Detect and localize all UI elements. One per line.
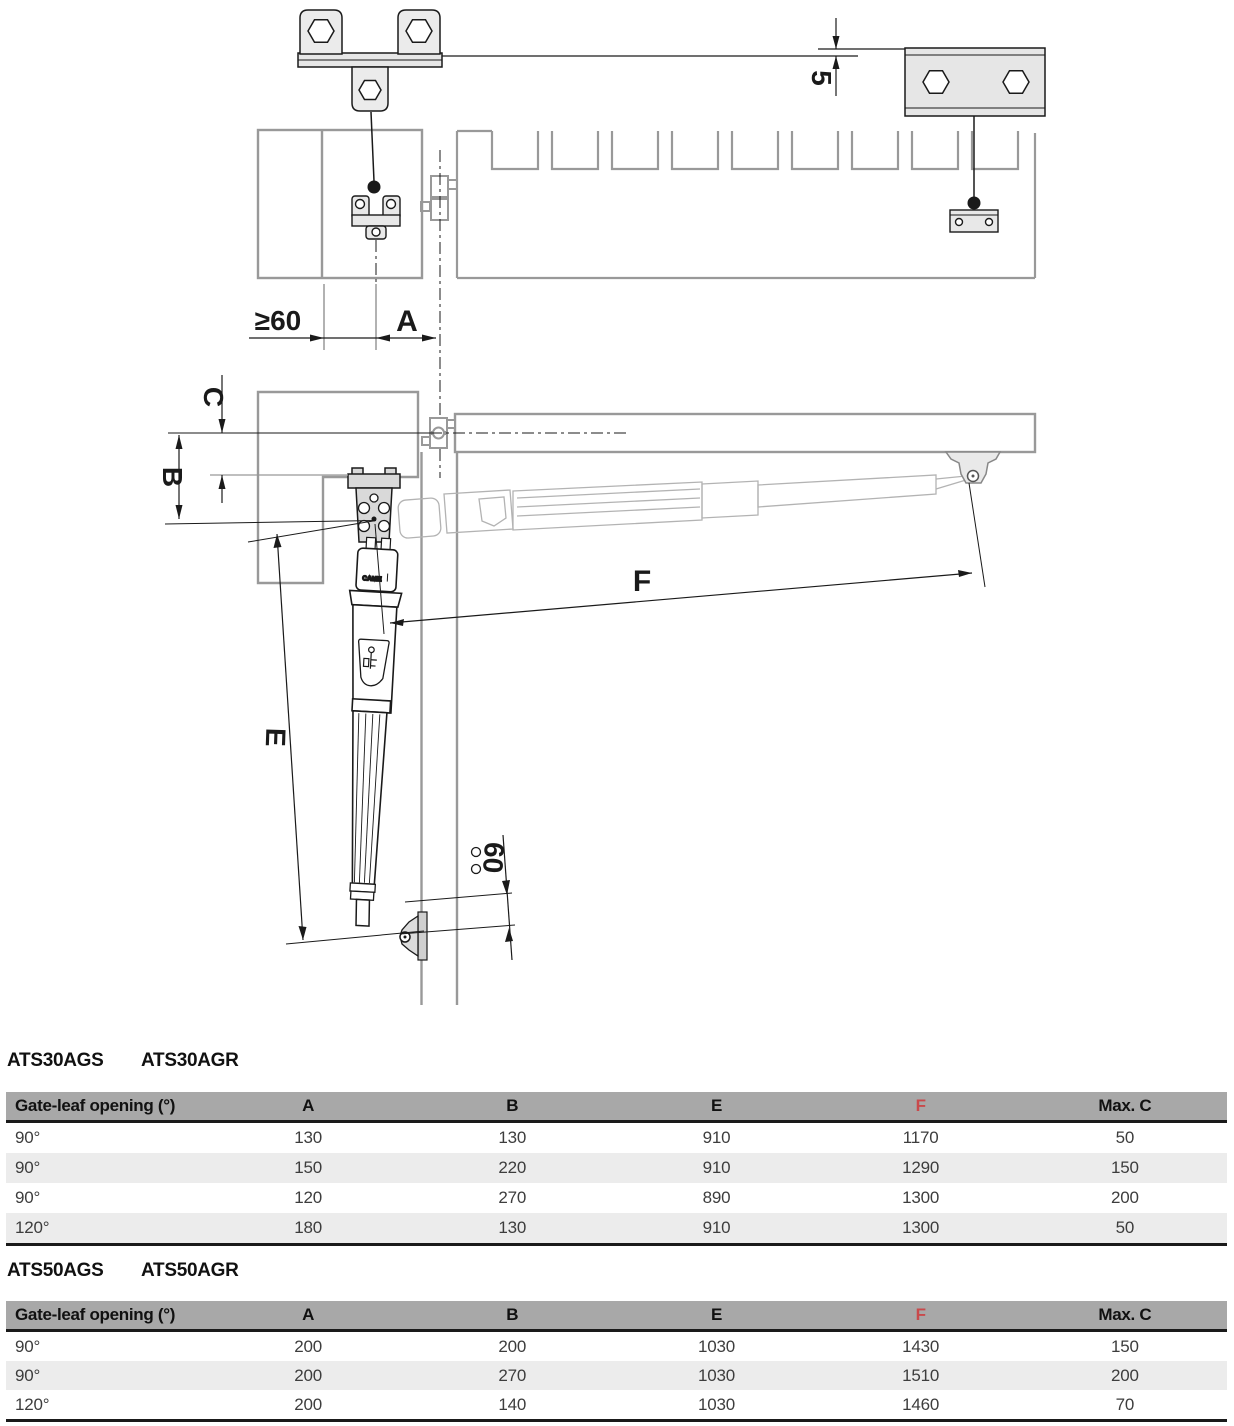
cell: 910	[702, 1128, 731, 1147]
cell: 90°	[15, 1336, 41, 1356]
cell: 270	[498, 1365, 527, 1385]
col-header-opening: Gate-leaf opening (°)	[6, 1301, 206, 1331]
table1-title-right: ATS30AGR	[141, 1050, 239, 1071]
table-row	[6, 1213, 1227, 1245]
col-header-maxc: Max. C	[1023, 1301, 1227, 1331]
label-e: E	[259, 727, 292, 748]
cell: 1300	[902, 1188, 940, 1207]
gate-plate-detail	[905, 48, 1045, 116]
col-header-maxc: Max. C	[1023, 1092, 1227, 1122]
dimension-b	[157, 435, 376, 524]
table-header-row	[6, 1301, 1227, 1331]
cell: 200	[1110, 1365, 1139, 1385]
cell: 1030	[697, 1365, 735, 1385]
dimension-plate-offset	[442, 18, 905, 96]
post-bracket-detail	[298, 10, 442, 111]
gate-bracket-front	[946, 452, 1000, 483]
cell: 50	[1115, 1218, 1135, 1237]
cell: 150	[1110, 1336, 1139, 1356]
post-bracket-plan	[352, 196, 400, 239]
cell: 1460	[902, 1394, 940, 1414]
gate-plate-leader	[968, 116, 981, 210]
actuator-ghost-horizontal	[398, 475, 966, 539]
cell: 130	[498, 1218, 527, 1237]
cell: 220	[498, 1158, 527, 1177]
table1-title-left: ATS30AGS	[7, 1050, 104, 1071]
table-row	[6, 1361, 1227, 1390]
table-row	[6, 1183, 1227, 1213]
cell: 1510	[902, 1365, 940, 1385]
gate-plate-plan	[950, 210, 998, 232]
cell: 50	[1115, 1128, 1135, 1147]
cell: 90°	[15, 1365, 41, 1385]
col-header-f: F	[819, 1092, 1023, 1122]
label-f: F	[632, 565, 652, 598]
post-bracket-leader	[368, 112, 381, 194]
cell: 1430	[902, 1336, 940, 1356]
cell: 90°	[15, 1128, 41, 1147]
cell: 90°	[15, 1158, 41, 1177]
col-header-f: F	[819, 1301, 1023, 1331]
rear-bracket-front	[348, 468, 400, 542]
table-row	[6, 1122, 1227, 1154]
label-plate-offset: 5	[806, 70, 837, 86]
brand-mark: CAME	[362, 575, 382, 584]
label-c: C	[198, 386, 229, 408]
cell: 200	[498, 1336, 527, 1356]
cell: 130	[294, 1128, 322, 1147]
col-header-e: E	[614, 1301, 818, 1331]
cell: 200	[294, 1394, 322, 1414]
label-rod-extension: 60	[476, 841, 511, 875]
cell: 180	[294, 1218, 322, 1237]
cell: 1030	[697, 1336, 735, 1356]
col-header-opening: Gate-leaf opening (°)	[6, 1092, 206, 1122]
col-header-e: E	[614, 1092, 818, 1122]
cell: 140	[498, 1394, 527, 1414]
cell: 150	[294, 1158, 322, 1177]
cell: 120	[294, 1188, 322, 1207]
table2-title-right: ATS50AGR	[141, 1260, 239, 1281]
label-b: B	[157, 466, 188, 488]
cell: 1030	[697, 1394, 735, 1414]
label-min-clearance: ≥60	[254, 305, 302, 336]
col-header-a: A	[206, 1092, 410, 1122]
cell: 270	[498, 1188, 527, 1207]
cell: 910	[702, 1158, 731, 1177]
col-header-b: B	[410, 1301, 614, 1331]
table-row	[6, 1390, 1227, 1421]
cell: 150	[1110, 1158, 1139, 1177]
cell: 200	[1110, 1188, 1139, 1207]
cell: 130	[498, 1128, 527, 1147]
cell: 70	[1115, 1394, 1135, 1414]
cell: 120°	[15, 1394, 50, 1414]
table2-title-left: ATS50AGS	[7, 1260, 104, 1281]
gate-plan-view	[457, 131, 1035, 278]
cell: 1170	[902, 1128, 939, 1147]
table-row	[6, 1153, 1227, 1183]
cell: 890	[702, 1188, 731, 1207]
dimension-clearance-a	[249, 284, 436, 350]
table-ats50	[6, 1301, 1227, 1422]
cell: 910	[702, 1218, 731, 1237]
label-a: A	[396, 305, 418, 338]
table-header-row	[6, 1092, 1227, 1122]
cell: 200	[294, 1365, 322, 1385]
actuator-front-vertical	[331, 537, 405, 927]
hinge-plan-view	[421, 176, 457, 220]
col-header-a: A	[206, 1301, 410, 1331]
cell: 1300	[902, 1218, 940, 1237]
table-ats30	[6, 1092, 1227, 1246]
cell: 90°	[15, 1188, 41, 1207]
col-header-b: B	[410, 1092, 614, 1122]
cell: 200	[294, 1336, 322, 1356]
gate-foot-bracket	[400, 912, 427, 960]
cell: 120°	[15, 1218, 50, 1237]
cell: 1290	[902, 1158, 940, 1177]
table-row	[6, 1331, 1227, 1362]
